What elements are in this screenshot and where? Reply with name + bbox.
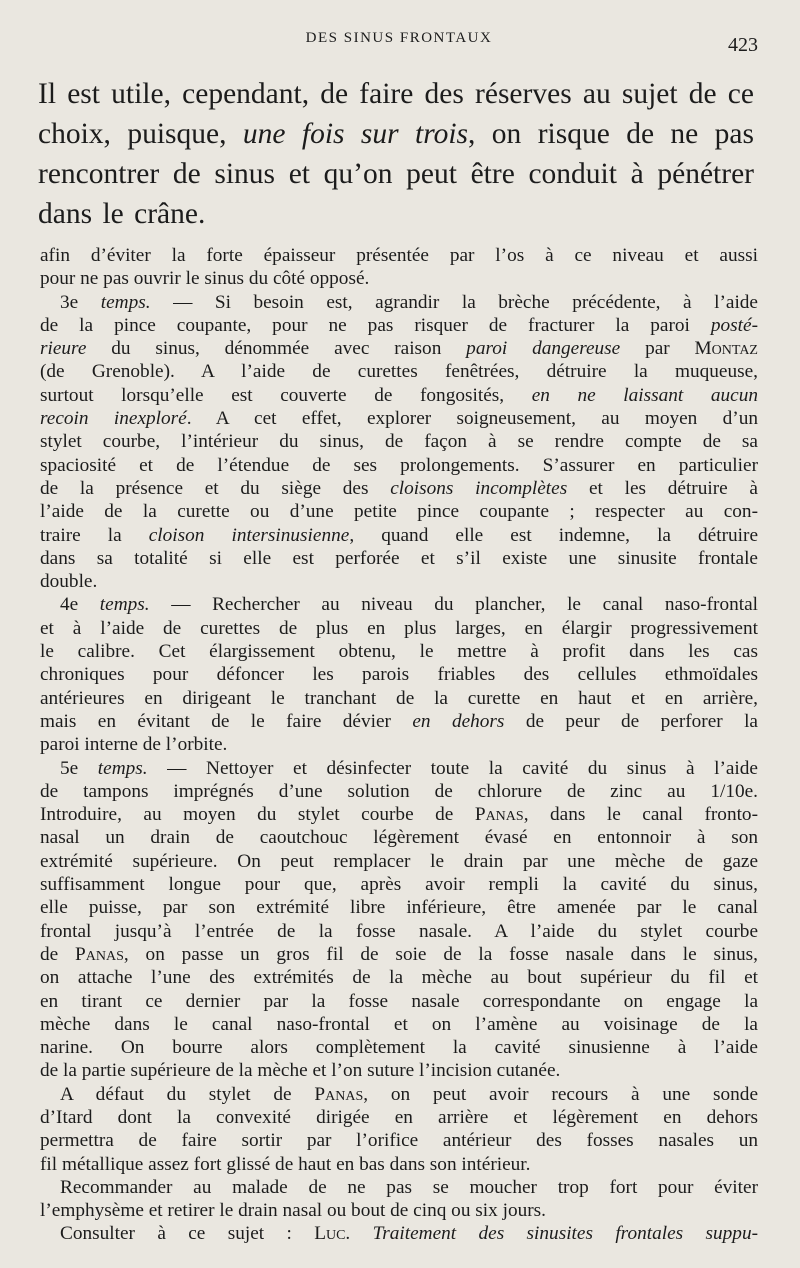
intro-emphasis: une fois sur trois [242, 118, 469, 150]
text-line: le calibre. Cet élargissement obtenu, le mettre à profit dans les cas [40, 641, 758, 663]
step-number: 5e [60, 757, 79, 779]
author-name: Panas [474, 804, 524, 826]
text-line: afin d’éviter la forte épaisseur présentée par l’os à ce niveau et aussi [40, 245, 758, 266]
intro-text-1: Il est utile, cependant, de faire des réserves au sujet de ce choix, puisque, [38, 78, 754, 150]
text-line: A défaut du stylet de Panas, on peut avoir recours à une sonde [60, 1083, 758, 1105]
intro-paragraph [38, 74, 754, 234]
text-line: stylet courbe, l’intérieur du sinus, de façon à se rendre compte de sa [40, 431, 758, 453]
step-label: temps. [99, 594, 150, 616]
text-line: de la pince coupante, pour ne pas risquer de fracturer la paroi posté- [40, 314, 758, 336]
text-line: de Panas, on passe un gros fil de soie de la fosse nasale dans le sinus, [40, 943, 758, 965]
text-line: 3e temps. — Si besoin est, agrandir la brèche précédente, à l’aide [60, 291, 758, 313]
text-line: mèche dans le canal naso-frontal et on l’amène au voisinage de la [40, 1013, 758, 1035]
author-name: Montaz [694, 338, 758, 360]
text-line: chroniques pour défoncer les parois friables des cellules ethmoïdales [40, 664, 758, 686]
citation-title: Traitement des sinusites frontales suppu- [372, 1223, 758, 1245]
step-label: temps. [100, 291, 151, 313]
text-line: suffisamment longue pour que, après avoir rempli la cavité du sinus, [40, 874, 758, 896]
author-name: Panas [314, 1083, 364, 1105]
text-line: de la présence et du siège des cloisons incomplètes et les détruire à [40, 477, 758, 499]
text-line: narine. On bourre alors complètement la cavité sinusienne à l’aide [40, 1037, 758, 1059]
text-line: 4e temps. — Rechercher au niveau du plancher, le canal naso-frontal [60, 594, 758, 616]
text-line: fil métallique assez fort glissé de haut en bas dans son intérieur. [40, 1153, 531, 1175]
author-name: Panas [75, 943, 124, 965]
text-line: paroi interne de l’orbite. [40, 734, 228, 756]
text-line: de tampons imprégnés d’une solution de chlorure de zinc au 1/10e. [40, 780, 758, 802]
step-number: 3e [60, 291, 79, 313]
text-line: mais en évitant de le faire dévier en dehors de peur de perforer la [40, 710, 758, 732]
text-line: Recommander au malade de ne pas se moucher trop fort pour éviter [60, 1176, 758, 1198]
text-line: antérieures en dirigeant le tranchant de la curette en haut et en arrière, [40, 687, 758, 709]
step-number: 4e [60, 594, 79, 616]
text-line: d’Itard dont la convexité dirigée en arrière et légèrement en dehors [40, 1106, 758, 1128]
text-line: Consulter à ce sujet : Luc. Traitement des sinusites frontales suppu- [60, 1223, 758, 1245]
text-line: elle puisse, par son extrémité libre inférieure, être amenée par le canal [40, 897, 758, 919]
text-line: (de Grenoble). A l’aide de curettes fenêtrées, détruire la muqueuse, [40, 361, 758, 383]
page-number: 423 [728, 34, 758, 56]
text-line: 5e temps. — Nettoyer et désinfecter toute la cavité du sinus à l’aide [60, 757, 758, 779]
text-line: dans sa totalité si elle est perforée et s’il existe une sinusite frontale [40, 547, 758, 569]
text-line: nasal un drain de caoutchouc légèrement évasé en entonnoir à son [40, 827, 758, 849]
text-line: extrémité supérieure. On peut remplacer le drain par une mèche de gaze [40, 850, 758, 872]
text-line: l’emphysème et retirer le drain nasal ou bout de cinq ou six jours. [40, 1200, 546, 1222]
running-head [40, 30, 758, 60]
author-name: Luc [314, 1223, 346, 1245]
running-title: DES SINUS FRONTAUX [305, 30, 493, 46]
intro-text-2: , on risque de ne pas rencontrer de sinus et qu’on peut être conduit à pénétrer dans le crâne. [38, 118, 755, 230]
text-line: recoin inexploré. A cet effet, explorer soigneusement, au moyen d’un [40, 408, 758, 430]
text-line: Introduire, au moyen du stylet courbe de Panas, dans le canal fronto- [40, 804, 758, 826]
text-line: surtout lorsqu’elle est couverte de fongosités, en ne laissant aucun [40, 384, 758, 406]
step-label: temps. [97, 757, 148, 779]
text-line: frontal jusqu’à l’entrée de la fosse nasale. A l’aide du stylet courbe [40, 920, 758, 942]
text-line: on attache l’une des extrémités de la mèche au bout supérieur du fil et [40, 967, 758, 989]
text-line: en tirant ce dernier par la fosse nasale correspondante on engage la [40, 990, 758, 1012]
text-line: traire la cloison intersinusienne, quand elle est indemne, la détruire [40, 524, 758, 546]
body-text [40, 244, 758, 1246]
text-line: rieure du sinus, dénommée avec raison paroi dangereuse par Montaz [40, 338, 758, 360]
text-line: de la partie supérieure de la mèche et l’on suture l’incision cutanée. [40, 1060, 561, 1082]
text-line: double. [40, 571, 98, 593]
text-line: spaciosité et de l’étendue de ses prolongements. S’assurer en particulier [40, 454, 758, 476]
text-line: l’aide de la curette ou d’une petite pince coupante ; respecter au con- [40, 501, 758, 523]
text-line: permettra de faire sortir par l’orifice antérieur des fosses nasales un [40, 1130, 758, 1152]
text-line: et à l’aide de curettes de plus en plus larges, en élargir progressivement [40, 617, 758, 639]
text-line: pour ne pas ouvrir le sinus du côté opposé. [40, 268, 370, 290]
